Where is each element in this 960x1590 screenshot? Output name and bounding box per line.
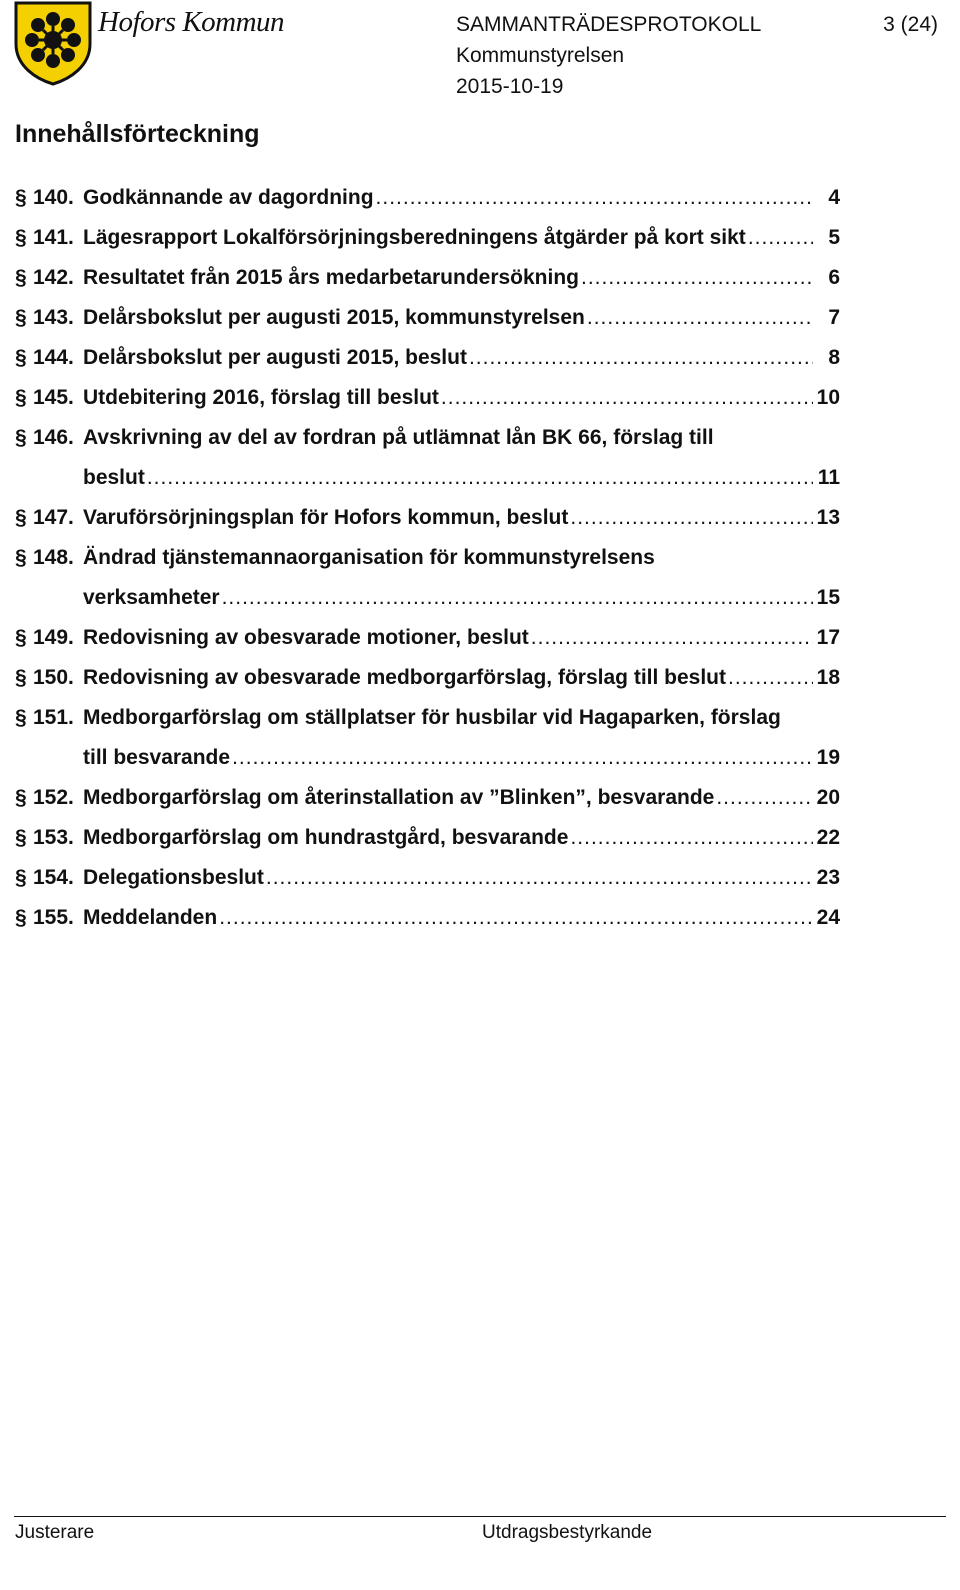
toc-entry-page: 20 bbox=[816, 786, 840, 809]
meeting-date: 2015-10-19 bbox=[456, 75, 564, 98]
toc-entry-title: Redovisning av obesvarade motioner, beslut bbox=[83, 626, 529, 649]
toc-entry[interactable] bbox=[15, 898, 840, 938]
toc-entry[interactable] bbox=[15, 178, 840, 218]
toc-entry-title: Medborgarförslag om återinstallation av ”Blinken”, besvarande bbox=[83, 786, 715, 809]
dot-leader bbox=[570, 498, 813, 538]
toc-entry-number: 155. bbox=[33, 906, 74, 929]
section-symbol: § bbox=[15, 626, 27, 649]
section-symbol: § bbox=[15, 506, 27, 529]
toc-entry-page: 8 bbox=[828, 346, 840, 369]
toc-entry-title: Avskrivning av del av fordran på utlämnat lån BK 66, förslag till bbox=[83, 426, 714, 449]
toc-entry-title: Meddelanden bbox=[83, 906, 218, 929]
dot-leader bbox=[716, 778, 813, 818]
dot-leader bbox=[469, 338, 813, 378]
toc-entry-page: 4 bbox=[828, 186, 840, 209]
toc-entry-title: Lägesrapport Lokalförsörjningsberedningens åtgärder på kort sikt bbox=[83, 226, 746, 249]
footer-utdragsbestyrkande: Utdragsbestyrkande bbox=[482, 1522, 653, 1543]
dot-leader bbox=[232, 738, 813, 778]
dot-leader bbox=[587, 298, 813, 338]
toc-entry-page: 6 bbox=[828, 266, 840, 289]
toc-entry-page: 18 bbox=[816, 666, 840, 689]
toc-entry[interactable] bbox=[15, 338, 840, 378]
coat-of-arms-logo bbox=[12, 0, 94, 86]
toc-entry-number: 141. bbox=[33, 226, 74, 249]
toc-entry-title: Utdebitering 2016, förslag till beslut bbox=[83, 386, 439, 409]
toc-entry-number: 147. bbox=[33, 506, 74, 529]
toc-title: Innehållsförteckning bbox=[15, 120, 260, 148]
toc-entry-title: Delårsbokslut per augusti 2015, kommunstyrelsen bbox=[83, 306, 585, 329]
section-symbol: § bbox=[15, 426, 27, 449]
toc-entry[interactable] bbox=[15, 818, 840, 858]
dot-leader bbox=[728, 658, 813, 698]
section-symbol: § bbox=[15, 826, 27, 849]
section-symbol: § bbox=[15, 386, 27, 409]
table-of-contents bbox=[15, 178, 840, 938]
toc-entry-number: 146. bbox=[33, 426, 74, 449]
footer-divider bbox=[14, 1516, 946, 1517]
dot-leader bbox=[581, 258, 813, 298]
toc-entry-title: Medborgarförslag om ställplatser för husbilar vid Hagaparken, förslag bbox=[83, 706, 781, 729]
section-symbol: § bbox=[15, 866, 27, 889]
toc-entry-page: 11 bbox=[817, 466, 840, 489]
toc-entry-page: 13 bbox=[816, 506, 840, 529]
dot-leader bbox=[147, 458, 813, 498]
section-symbol: § bbox=[15, 186, 27, 209]
toc-entry-number: 142. bbox=[33, 266, 74, 289]
toc-entry-number: 154. bbox=[33, 866, 74, 889]
municipality-logo-text: Hofors Kommun bbox=[98, 6, 285, 38]
toc-entry-number: 145. bbox=[33, 386, 74, 409]
section-symbol: § bbox=[15, 786, 27, 809]
toc-entry-title: Redovisning av obesvarade medborgarförslag, förslag till beslut bbox=[83, 666, 726, 689]
toc-entry-number: 148. bbox=[33, 546, 74, 569]
dot-leader bbox=[222, 578, 813, 618]
toc-entry-page: 17 bbox=[816, 626, 840, 649]
section-symbol: § bbox=[15, 346, 27, 369]
toc-entry-title: Godkännande av dagordning bbox=[83, 186, 374, 209]
section-symbol: § bbox=[15, 266, 27, 289]
dot-leader bbox=[219, 898, 813, 938]
toc-entry[interactable] bbox=[15, 418, 840, 498]
section-symbol: § bbox=[15, 906, 27, 929]
document-type: SAMMANTRÄDESPROTOKOLL bbox=[456, 13, 762, 36]
page-number: 3 (24) bbox=[883, 13, 938, 36]
toc-entry-number: 150. bbox=[33, 666, 74, 689]
dot-leader bbox=[266, 858, 813, 898]
toc-entry-page: 23 bbox=[816, 866, 840, 889]
toc-entry-title: Delårsbokslut per augusti 2015, beslut bbox=[83, 346, 467, 369]
toc-entry[interactable] bbox=[15, 378, 840, 418]
toc-entry-number: 143. bbox=[33, 306, 74, 329]
toc-entry-page: 19 bbox=[816, 746, 840, 769]
toc-entry[interactable] bbox=[15, 538, 840, 618]
toc-entry-page: 10 bbox=[816, 386, 840, 409]
toc-entry[interactable] bbox=[15, 658, 840, 698]
toc-entry-number: 152. bbox=[33, 786, 74, 809]
dot-leader bbox=[376, 178, 813, 218]
footer-justerare: Justerare bbox=[15, 1522, 95, 1543]
toc-entry[interactable] bbox=[15, 218, 840, 258]
toc-entry[interactable] bbox=[15, 618, 840, 658]
toc-entry-number: 149. bbox=[33, 626, 74, 649]
toc-entry-page: 22 bbox=[816, 826, 840, 849]
toc-entry-title: Medborgarförslag om hundrastgård, besvarande bbox=[83, 826, 569, 849]
toc-entry-title: Resultatet från 2015 års medarbetarundersökning bbox=[83, 266, 580, 289]
toc-entry-number: 153. bbox=[33, 826, 74, 849]
section-symbol: § bbox=[15, 666, 27, 689]
dot-leader bbox=[570, 818, 813, 858]
toc-entry[interactable] bbox=[15, 778, 840, 818]
toc-entry-number: 144. bbox=[33, 346, 74, 369]
dot-leader bbox=[531, 618, 813, 658]
toc-entry-title: Delegationsbeslut bbox=[83, 866, 264, 889]
toc-entry-title: verksamheter bbox=[83, 586, 220, 609]
toc-entry[interactable] bbox=[15, 258, 840, 298]
toc-entry-title: Varuförsörjningsplan för Hofors kommun, beslut bbox=[83, 506, 569, 529]
dot-leader bbox=[748, 218, 813, 258]
toc-entry-page: 15 bbox=[816, 586, 840, 609]
toc-entry[interactable] bbox=[15, 498, 840, 538]
dot-leader bbox=[441, 378, 813, 418]
section-symbol: § bbox=[15, 226, 27, 249]
toc-entry-title: beslut bbox=[83, 466, 145, 489]
committee-name: Kommunstyrelsen bbox=[456, 44, 625, 67]
section-symbol: § bbox=[15, 546, 27, 569]
toc-entry-number: 140. bbox=[33, 186, 74, 209]
toc-entry[interactable] bbox=[15, 698, 840, 778]
toc-entry[interactable] bbox=[15, 298, 840, 338]
toc-entry-page: 7 bbox=[828, 306, 840, 329]
toc-entry-page: 24 bbox=[816, 906, 840, 929]
toc-entry-number: 151. bbox=[33, 706, 74, 729]
toc-entry[interactable] bbox=[15, 858, 840, 898]
section-symbol: § bbox=[15, 706, 27, 729]
toc-entry-page: 5 bbox=[828, 226, 840, 249]
toc-entry-title: Ändrad tjänstemannaorganisation för kommunstyrelsens bbox=[83, 546, 655, 569]
section-symbol: § bbox=[15, 306, 27, 329]
toc-entry-title: till besvarande bbox=[83, 746, 231, 769]
